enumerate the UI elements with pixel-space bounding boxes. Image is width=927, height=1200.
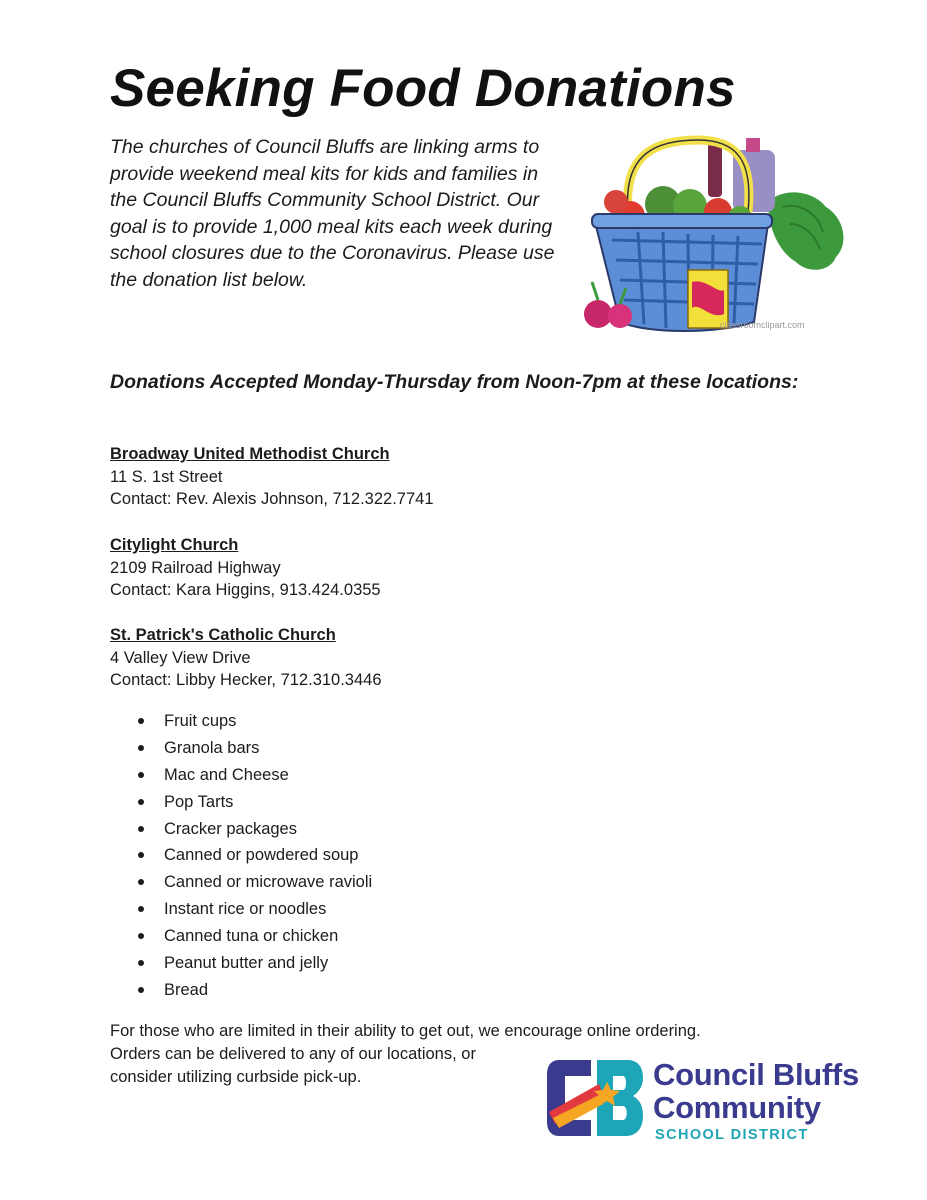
list-item: Granola bars xyxy=(110,735,372,762)
logo-line-2: Community xyxy=(653,1090,821,1125)
list-item: Pop Tarts xyxy=(110,789,372,816)
list-item: Instant rice or noodles xyxy=(110,896,372,923)
location-contact: Contact: Rev. Alexis Johnson, 712.322.7741 xyxy=(110,490,434,508)
list-item: Peanut butter and jelly xyxy=(110,950,372,977)
list-item: Mac and Cheese xyxy=(110,762,372,789)
grocery-basket-image xyxy=(568,132,850,350)
cb-monogram-icon xyxy=(445,954,645,1142)
location-broadway xyxy=(110,443,434,511)
monogram-text: CB xyxy=(445,954,447,955)
location-citylight xyxy=(110,534,381,602)
list-item: Cracker packages xyxy=(110,816,372,843)
donations-heading: Donations Accepted Monday-Thursday from Noon-7pm at these locations: xyxy=(110,371,799,393)
district-logo xyxy=(445,954,875,1144)
intro-paragraph: The churches of Council Bluffs are linking arms to provide weekend meal kits for kids and families in the Council Bluffs Community School District. Our goal is to provide 1,000 meal kits each week during school closures due to the Coronavirus. Please use the donation list below. xyxy=(110,136,555,291)
page-title: Seeking Food Donations xyxy=(110,59,736,118)
list-item: Canned tuna or chicken xyxy=(110,923,372,950)
location-st-patricks xyxy=(110,624,382,692)
list-item: Canned or powdered soup xyxy=(110,842,372,869)
clipart-watermark: classroomclipart.com xyxy=(720,320,805,330)
location-name: St. Patrick's Catholic Church xyxy=(110,626,336,644)
list-item: Bread xyxy=(110,977,372,1004)
location-contact: Contact: Libby Hecker, 712.310.3446 xyxy=(110,671,382,689)
donation-items-list xyxy=(110,708,372,1004)
closing-line-3: consider utilizing curbside pick-up. xyxy=(110,1068,362,1086)
location-name: Broadway United Methodist Church xyxy=(110,445,390,463)
location-address: 2109 Railroad Highway xyxy=(110,558,281,577)
closing-line-1: For those who are limited in their ability to get out, we encourage online ordering. xyxy=(110,1022,701,1040)
location-address: 4 Valley View Drive xyxy=(110,648,251,667)
location-name: Citylight Church xyxy=(110,536,239,554)
location-contact: Contact: Kara Higgins, 913.424.0355 xyxy=(110,581,381,599)
logo-line-1: Council Bluffs xyxy=(653,1057,859,1092)
list-item: Canned or microwave ravioli xyxy=(110,869,372,896)
closing-line-2: Orders can be delivered to any of our locations, or xyxy=(110,1045,476,1063)
list-item: Fruit cups xyxy=(110,708,372,735)
logo-line-3: SCHOOL DISTRICT xyxy=(655,1127,809,1143)
location-address: 11 S. 1st Street xyxy=(110,467,223,486)
